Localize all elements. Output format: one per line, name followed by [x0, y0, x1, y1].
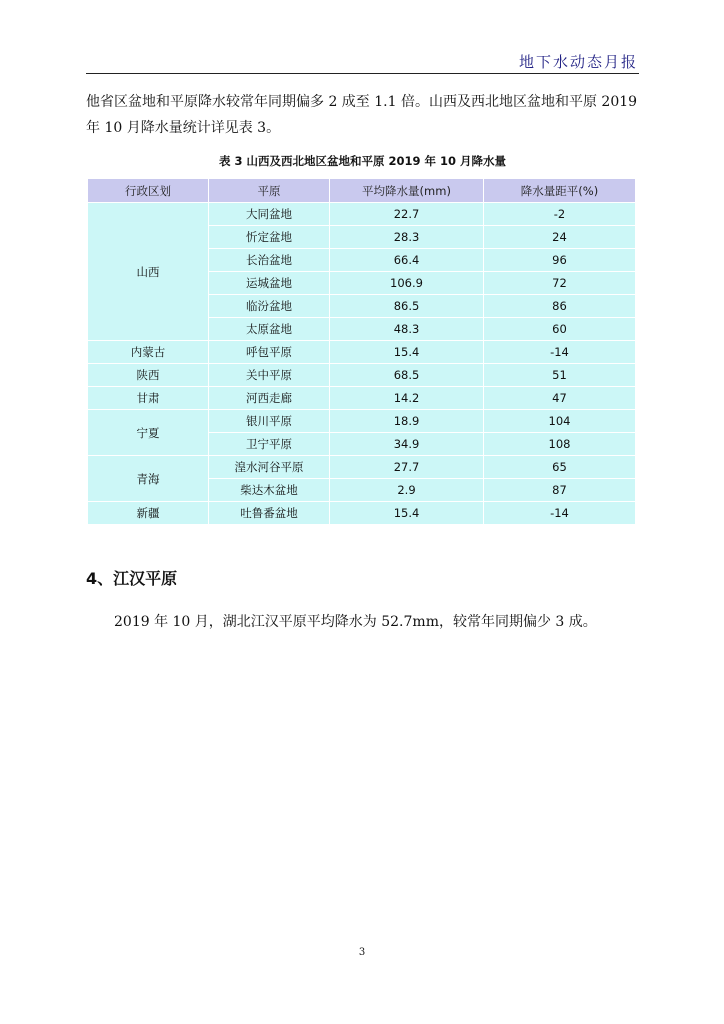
table-row: [88, 364, 636, 387]
precip-cell: 34.9: [330, 433, 484, 456]
precip-cell: 22.7: [330, 203, 484, 226]
anomaly-cell: 47: [484, 387, 636, 410]
precip-cell: 15.4: [330, 502, 484, 525]
plain-cell: 大同盆地: [209, 203, 330, 226]
region-cell: 内蒙古: [88, 341, 209, 364]
anomaly-cell: 72: [484, 272, 636, 295]
region-cell: 甘肃: [88, 387, 209, 410]
page-number: 3: [358, 947, 366, 958]
precip-cell: 68.5: [330, 364, 484, 387]
header-anomaly: 降水量距平(%): [484, 179, 636, 203]
anomaly-cell: 51: [484, 364, 636, 387]
intro-paragraph: 他省区盆地和平原降水较常年同期偏多 2 成至 1.1 倍。山西及西北地区盆地和平原 2019 年 10 月降水量统计详见表 3。: [86, 94, 638, 136]
anomaly-cell: -14: [484, 341, 636, 364]
header-precip: 平均降水量(mm): [330, 179, 484, 203]
jianghan-paragraph: 2019 年 10 月，湖北江汉平原平均降水为 52.7mm，较常年同期偏少 3 成。: [114, 614, 597, 630]
header-plain: 平原: [209, 179, 330, 203]
region-cell: 陕西: [88, 364, 209, 387]
anomaly-cell: 24: [484, 226, 636, 249]
table-row: [88, 410, 636, 433]
plain-cell: 太原盆地: [209, 318, 330, 341]
anomaly-cell: 86: [484, 295, 636, 318]
region-cell: 新疆: [88, 502, 209, 525]
anomaly-cell: 108: [484, 433, 636, 456]
table-row: [88, 341, 636, 364]
plain-cell: 长治盆地: [209, 249, 330, 272]
region-cell: 宁夏: [88, 410, 209, 456]
precip-cell: 66.4: [330, 249, 484, 272]
anomaly-cell: -14: [484, 502, 636, 525]
precip-cell: 14.2: [330, 387, 484, 410]
table-row: [88, 456, 636, 479]
precip-cell: 18.9: [330, 410, 484, 433]
anomaly-cell: -2: [484, 203, 636, 226]
region-cell: 青海: [88, 456, 209, 502]
plain-cell: 卫宁平原: [209, 433, 330, 456]
precip-cell: 48.3: [330, 318, 484, 341]
table-body: [88, 203, 636, 525]
precip-cell: 2.9: [330, 479, 484, 502]
table-caption: 表 3 山西及西北地区盆地和平原 2019 年 10 月降水量: [218, 154, 507, 168]
anomaly-cell: 60: [484, 318, 636, 341]
header-divider: [86, 73, 639, 74]
anomaly-cell: 104: [484, 410, 636, 433]
plain-cell: 银川平原: [209, 410, 330, 433]
report-title: 地下水动态月报: [518, 53, 638, 71]
anomaly-cell: 65: [484, 456, 636, 479]
region-cell: 山西: [88, 203, 209, 341]
plain-cell: 呼包平原: [209, 341, 330, 364]
precip-cell: 28.3: [330, 226, 484, 249]
precip-cell: 86.5: [330, 295, 484, 318]
precip-cell: 15.4: [330, 341, 484, 364]
anomaly-cell: 96: [484, 249, 636, 272]
section-heading: 4、江汉平原: [86, 569, 178, 588]
table-row: [88, 502, 636, 525]
table-row: [88, 387, 636, 410]
plain-cell: 运城盆地: [209, 272, 330, 295]
plain-cell: 河西走廊: [209, 387, 330, 410]
plain-cell: 忻定盆地: [209, 226, 330, 249]
plain-cell: 吐鲁番盆地: [209, 502, 330, 525]
plain-cell: 柴达木盆地: [209, 479, 330, 502]
anomaly-cell: 87: [484, 479, 636, 502]
precip-cell: 106.9: [330, 272, 484, 295]
table-header-row: [88, 179, 636, 203]
header-region: 行政区划: [88, 179, 209, 203]
precip-cell: 27.7: [330, 456, 484, 479]
table-row: [88, 203, 636, 226]
plain-cell: 临汾盆地: [209, 295, 330, 318]
plain-cell: 湟水河谷平原: [209, 456, 330, 479]
precipitation-table: [87, 178, 636, 525]
plain-cell: 关中平原: [209, 364, 330, 387]
